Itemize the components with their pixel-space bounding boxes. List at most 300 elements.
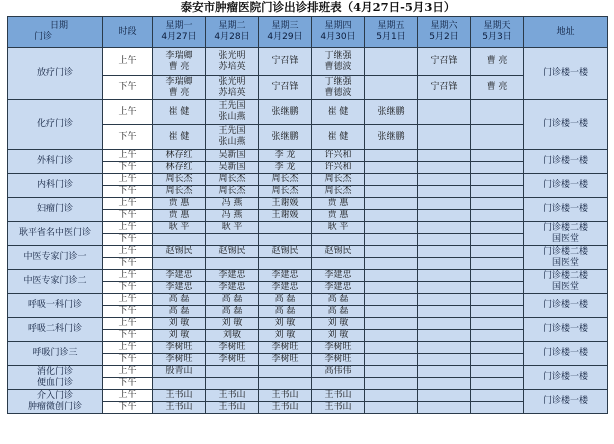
- clinic-location: [524, 100, 608, 150]
- doctor-name: 王书山: [271, 402, 299, 412]
- schedule-cell: [418, 234, 471, 246]
- schedule-cell: [471, 162, 524, 174]
- table-row: [8, 390, 608, 402]
- doctor-name: 李瑞卿: [165, 76, 193, 87]
- schedule-cell: [365, 76, 418, 100]
- schedule-cell: [259, 318, 312, 330]
- schedule-cell: [259, 378, 312, 390]
- location-line: 门诊楼一楼: [542, 119, 588, 129]
- schedule-cell: [418, 186, 471, 198]
- schedule-cell: [259, 198, 312, 210]
- schedule-cell: [418, 378, 471, 390]
- schedule-cell: [206, 378, 259, 390]
- clinic-name-line: 妇瘤门诊: [36, 204, 73, 214]
- time-slot: 下午: [103, 330, 153, 342]
- schedule-cell: [471, 246, 524, 258]
- time-slot: 下午: [103, 125, 153, 150]
- doctor-name: 李树旺: [324, 354, 352, 364]
- schedule-cell: [418, 76, 471, 100]
- time-slot: 上午: [103, 48, 153, 76]
- doctor-name: 高 磊: [274, 306, 296, 316]
- doctor-name: 刘 敏: [168, 318, 190, 328]
- doctor-name: 周长杰: [218, 174, 246, 184]
- schedule-cell: [418, 318, 471, 330]
- clinic-name-line: 耿平省名中医门诊: [18, 228, 91, 238]
- schedule-cell: [365, 318, 418, 330]
- doctor-name: 王谢媛: [271, 198, 299, 208]
- schedule-cell: [418, 390, 471, 402]
- clinic-location: [524, 270, 608, 294]
- doctor-name: 周长杰: [165, 186, 193, 196]
- doctor-name: 周长杰: [324, 174, 352, 184]
- doctor-name: 曹 亮: [486, 56, 508, 66]
- doctor-name: 王书山: [324, 390, 352, 400]
- schedule-cell: [312, 150, 365, 162]
- schedule-cell: [259, 174, 312, 186]
- doctor-name: 崔 健: [168, 131, 190, 142]
- schedule-cell: [259, 162, 312, 174]
- schedule-cell: [471, 270, 524, 282]
- schedule-cell: [259, 390, 312, 402]
- doctor-name: 冯 燕: [221, 198, 243, 208]
- schedule-cell: [312, 222, 365, 234]
- doctor-name: 宁召锋: [430, 82, 458, 92]
- schedule-cell: [312, 306, 365, 318]
- doctor-name: 李树旺: [218, 342, 246, 352]
- time-slot: 上午: [103, 222, 153, 234]
- table-row: [8, 100, 608, 125]
- schedule-cell: [153, 258, 206, 270]
- schedule-cell: [153, 125, 206, 150]
- doctor-name: 王先国: [218, 126, 246, 136]
- day-name: 星期天: [483, 21, 511, 31]
- doctor-name: 许兴和: [324, 150, 352, 160]
- clinic-name-line: 内科门诊: [36, 180, 73, 190]
- schedule-cell: [259, 402, 312, 414]
- corner-clinic-label: 门诊: [34, 32, 53, 42]
- schedule-cell: [206, 234, 259, 246]
- doctor-name: 王书山: [218, 402, 246, 412]
- schedule-cell: [312, 354, 365, 366]
- schedule-cell: [418, 198, 471, 210]
- schedule-cell: [471, 222, 524, 234]
- day-date: 5月3日: [482, 32, 512, 42]
- clinic-name: [8, 342, 103, 366]
- schedule-cell: [206, 210, 259, 222]
- doctor-name: 贾 惠: [168, 210, 190, 220]
- time-slot: 上午: [103, 100, 153, 125]
- day-date: 4月29日: [267, 32, 303, 42]
- schedule-cell: [153, 294, 206, 306]
- schedule-cell: [153, 306, 206, 318]
- schedule-cell: [153, 390, 206, 402]
- schedule-cell: [259, 150, 312, 162]
- schedule-body: [8, 48, 608, 414]
- doctor-name: 殷青山: [165, 366, 193, 376]
- clinic-name-line: 呼吸一科门诊: [27, 300, 82, 310]
- schedule-cell: [312, 162, 365, 174]
- schedule-cell: [312, 294, 365, 306]
- doctor-name: 贾 惠: [168, 198, 190, 208]
- schedule-cell: [471, 390, 524, 402]
- doctor-name: 李建忠: [324, 282, 352, 292]
- schedule-cell: [365, 342, 418, 354]
- schedule-cell: [471, 48, 524, 76]
- schedule-cell: [418, 125, 471, 150]
- clinic-location: [524, 150, 608, 174]
- table-row: [8, 342, 608, 354]
- schedule-cell: [312, 390, 365, 402]
- doctor-name: 张光明: [218, 76, 246, 87]
- schedule-cell: [418, 210, 471, 222]
- schedule-cell: [312, 174, 365, 186]
- schedule-cell: [418, 174, 471, 186]
- clinic-location: [524, 198, 608, 222]
- location-line: 门诊楼一楼: [542, 348, 588, 358]
- time-slot: 下午: [103, 306, 153, 318]
- schedule-cell: [365, 330, 418, 342]
- time-slot: 下午: [103, 210, 153, 222]
- schedule-cell: [312, 378, 365, 390]
- schedule-cell: [153, 354, 206, 366]
- doctor-name: 李树旺: [324, 342, 352, 352]
- clinic-name-line: 中医专家门诊一: [23, 252, 87, 262]
- location-line: 国医堂: [551, 281, 579, 292]
- schedule-cell: [365, 162, 418, 174]
- clinic-name: [8, 246, 103, 270]
- schedule-cell: [471, 210, 524, 222]
- schedule-cell: [153, 150, 206, 162]
- schedule-cell: [471, 282, 524, 294]
- clinic-name-line: 便血门诊: [36, 377, 73, 388]
- clinic-name: [8, 390, 103, 414]
- clinic-location: [524, 318, 608, 342]
- table-row: [8, 318, 608, 330]
- time-slot: 上午: [103, 390, 153, 402]
- schedule-table: [7, 16, 608, 414]
- schedule-cell: [153, 270, 206, 282]
- doctor-name: 张继鹏: [377, 131, 405, 142]
- day-header: [365, 17, 418, 48]
- schedule-cell: [206, 390, 259, 402]
- schedule-cell: [471, 354, 524, 366]
- table-row: [8, 294, 608, 306]
- time-slot: 下午: [103, 258, 153, 270]
- schedule-cell: [206, 282, 259, 294]
- schedule-cell: [312, 210, 365, 222]
- schedule-cell: [365, 198, 418, 210]
- schedule-cell: [153, 378, 206, 390]
- doctor-name: 李树旺: [271, 342, 299, 352]
- schedule-cell: [418, 330, 471, 342]
- schedule-cell: [259, 246, 312, 258]
- schedule-cell: [259, 366, 312, 378]
- schedule-cell: [206, 258, 259, 270]
- schedule-cell: [153, 48, 206, 76]
- clinic-name: [8, 174, 103, 198]
- clinic-name: [8, 294, 103, 318]
- schedule-cell: [206, 306, 259, 318]
- clinic-location: [524, 342, 608, 366]
- schedule-cell: [365, 258, 418, 270]
- schedule-cell: [365, 354, 418, 366]
- doctor-name: 曹德波: [324, 61, 352, 72]
- schedule-cell: [206, 366, 259, 378]
- table-row: [8, 366, 608, 378]
- day-date: 5月2日: [429, 32, 459, 42]
- doctor-name: 李建忠: [218, 270, 246, 280]
- schedule-cell: [153, 210, 206, 222]
- schedule-cell: [365, 294, 418, 306]
- schedule-cell: [259, 125, 312, 150]
- doctor-name: 林存红: [165, 150, 193, 160]
- clinic-name: [8, 270, 103, 294]
- schedule-cell: [206, 246, 259, 258]
- schedule-cell: [418, 366, 471, 378]
- doctor-name: 赵锡民: [218, 246, 246, 256]
- doctor-name: 贾 惠: [327, 198, 349, 208]
- schedule-cell: [365, 125, 418, 150]
- doctor-name: 曹 亮: [168, 87, 190, 98]
- clinic-location: [524, 366, 608, 390]
- time-slot: 上午: [103, 294, 153, 306]
- time-slot: 下午: [103, 378, 153, 390]
- doctor-name: 高 磊: [327, 306, 349, 316]
- location-line: 门诊楼一楼: [542, 324, 588, 334]
- doctor-name: 张山燕: [218, 112, 246, 122]
- schedule-cell: [153, 162, 206, 174]
- doctor-name: 李建忠: [218, 282, 246, 292]
- table-row: [8, 246, 608, 258]
- doctor-name: 刘 敏: [168, 330, 190, 340]
- doctor-name: 周长杰: [271, 174, 299, 184]
- doctor-name: 王先国: [218, 101, 246, 111]
- schedule-cell: [153, 174, 206, 186]
- time-slot: 上午: [103, 318, 153, 330]
- doctor-name: 张光明: [218, 50, 246, 61]
- schedule-cell: [259, 270, 312, 282]
- doctor-name: 苏培英: [218, 87, 246, 98]
- schedule-cell: [312, 198, 365, 210]
- schedule-cell: [365, 174, 418, 186]
- clinic-location: [524, 222, 608, 246]
- schedule-cell: [206, 402, 259, 414]
- schedule-cell: [312, 366, 365, 378]
- day-header: [206, 17, 259, 48]
- doctor-name: 吴新国: [218, 150, 246, 160]
- location-header: 地址: [524, 17, 608, 48]
- schedule-cell: [312, 258, 365, 270]
- schedule-cell: [471, 402, 524, 414]
- schedule-cell: [206, 342, 259, 354]
- doctor-name: 高 磊: [327, 294, 349, 304]
- day-name: 星期五: [377, 21, 405, 31]
- doctor-name: 张继鹏: [271, 106, 299, 117]
- clinic-name-line: 消化门诊: [36, 366, 73, 377]
- doctor-name: 张继鹏: [377, 106, 405, 117]
- schedule-cell: [418, 270, 471, 282]
- day-name: 星期六: [430, 21, 458, 31]
- clinic-location: [524, 390, 608, 414]
- doctor-name: 冯 燕: [221, 210, 243, 220]
- time-slot: 下午: [103, 402, 153, 414]
- day-header: [418, 17, 471, 48]
- doctor-name: 宁召锋: [271, 82, 299, 92]
- schedule-cell: [418, 100, 471, 125]
- clinic-name: [8, 366, 103, 390]
- schedule-cell: [365, 210, 418, 222]
- doctor-name: 周长杰: [218, 186, 246, 196]
- schedule-cell: [312, 282, 365, 294]
- schedule-cell: [471, 318, 524, 330]
- schedule-cell: [471, 150, 524, 162]
- clinic-name: [8, 198, 103, 222]
- doctor-name: 周长杰: [324, 186, 352, 196]
- clinic-name: [8, 222, 103, 246]
- doctor-name: 李 龙: [274, 162, 296, 172]
- schedule-cell: [206, 150, 259, 162]
- schedule-cell: [259, 282, 312, 294]
- schedule-cell: [471, 76, 524, 100]
- schedule-cell: [365, 222, 418, 234]
- table-row: [8, 150, 608, 162]
- schedule-cell: [418, 294, 471, 306]
- schedule-cell: [471, 378, 524, 390]
- schedule-cell: [365, 306, 418, 318]
- clinic-name-line: 肿瘤微创门诊: [27, 401, 82, 412]
- time-header: 时段: [103, 17, 153, 48]
- schedule-cell: [259, 48, 312, 76]
- location-line: 门诊楼二楼: [542, 270, 588, 281]
- time-slot: 上午: [103, 246, 153, 258]
- table-row: [8, 198, 608, 210]
- doctor-name: 刘 敏: [221, 318, 243, 328]
- doctor-name: 曹德波: [324, 87, 352, 98]
- clinic-location: [524, 48, 608, 100]
- schedule-cell: [206, 222, 259, 234]
- doctor-name: 李树旺: [165, 354, 193, 364]
- doctor-name: 耿 平: [327, 222, 349, 232]
- schedule-cell: [259, 210, 312, 222]
- time-slot: 下午: [103, 234, 153, 246]
- day-name: 星期二: [218, 21, 246, 31]
- schedule-cell: [259, 234, 312, 246]
- doctor-name: 赵锡民: [271, 246, 299, 256]
- doctor-name: 李建忠: [324, 270, 352, 280]
- doctor-name: 丁继强: [324, 50, 352, 61]
- doctor-name: 王谢媛: [271, 210, 299, 220]
- day-name: 星期四: [324, 21, 352, 31]
- schedule-cell: [312, 330, 365, 342]
- location-line: 门诊楼一楼: [542, 156, 588, 166]
- schedule-cell: [312, 234, 365, 246]
- clinic-name: [8, 318, 103, 342]
- schedule-cell: [471, 186, 524, 198]
- schedule-cell: [312, 402, 365, 414]
- time-slot: 上午: [103, 174, 153, 186]
- time-slot: 下午: [103, 162, 153, 174]
- doctor-name: 林存红: [165, 162, 193, 172]
- schedule-cell: [471, 125, 524, 150]
- schedule-cell: [365, 234, 418, 246]
- clinic-name: [8, 100, 103, 150]
- schedule-cell: [418, 222, 471, 234]
- schedule-cell: [259, 76, 312, 100]
- schedule-cell: [153, 366, 206, 378]
- schedule-cell: [418, 162, 471, 174]
- schedule-cell: [206, 198, 259, 210]
- schedule-cell: [365, 246, 418, 258]
- time-slot: 下午: [103, 354, 153, 366]
- day-date: 4月27日: [161, 32, 197, 42]
- schedule-cell: [418, 282, 471, 294]
- clinic-name: [8, 48, 103, 100]
- doctor-name: 李树旺: [165, 342, 193, 352]
- schedule-cell: [365, 390, 418, 402]
- schedule-cell: [312, 48, 365, 76]
- schedule-cell: [153, 330, 206, 342]
- schedule-cell: [365, 366, 418, 378]
- schedule-cell: [365, 282, 418, 294]
- doctor-name: 周长杰: [165, 174, 193, 184]
- schedule-cell: [153, 222, 206, 234]
- schedule-cell: [312, 76, 365, 100]
- schedule-cell: [153, 342, 206, 354]
- doctor-name: 周长杰: [271, 186, 299, 196]
- doctor-name: 王书山: [165, 390, 193, 400]
- doctor-name: 刘 敏: [274, 330, 296, 340]
- location-line: 门诊楼一楼: [542, 68, 588, 78]
- schedule-cell: [259, 100, 312, 125]
- clinic-name-line: 化疗门诊: [36, 119, 73, 129]
- doctor-name: 耿 平: [221, 222, 243, 232]
- doctor-name: 刘 敏: [327, 318, 349, 328]
- schedule-cell: [206, 318, 259, 330]
- doctor-name: 高伟伟: [324, 366, 352, 376]
- location-line: 门诊楼一楼: [542, 396, 588, 406]
- doctor-name: 赵锡民: [324, 246, 352, 256]
- location-line: 门诊楼一楼: [542, 300, 588, 310]
- schedule-cell: [206, 125, 259, 150]
- schedule-cell: [365, 378, 418, 390]
- doctor-name: 刘 敏: [274, 318, 296, 328]
- clinic-name-line: 外科门诊: [36, 156, 73, 166]
- time-slot: 上午: [103, 342, 153, 354]
- schedule-cell: [153, 100, 206, 125]
- doctor-name: 丁继强: [324, 76, 352, 87]
- schedule-cell: [365, 48, 418, 76]
- doctor-name: 高 磊: [168, 294, 190, 304]
- schedule-cell: [471, 234, 524, 246]
- schedule-cell: [259, 222, 312, 234]
- schedule-cell: [471, 174, 524, 186]
- schedule-cell: [312, 186, 365, 198]
- clinic-name-line: 中医专家门诊二: [23, 276, 87, 286]
- schedule-cell: [312, 318, 365, 330]
- time-slot: 下午: [103, 76, 153, 100]
- schedule-cell: [418, 150, 471, 162]
- doctor-name: 王书山: [271, 390, 299, 400]
- schedule-cell: [312, 342, 365, 354]
- day-name: 星期三: [271, 21, 299, 31]
- clinic-name-line: 呼吸门诊三: [32, 348, 78, 358]
- schedule-cell: [153, 234, 206, 246]
- doctor-name: 曹 亮: [168, 61, 190, 72]
- doctor-name: 李建忠: [165, 282, 193, 292]
- schedule-cell: [206, 76, 259, 100]
- clinic-location: [524, 246, 608, 270]
- schedule-cell: [259, 354, 312, 366]
